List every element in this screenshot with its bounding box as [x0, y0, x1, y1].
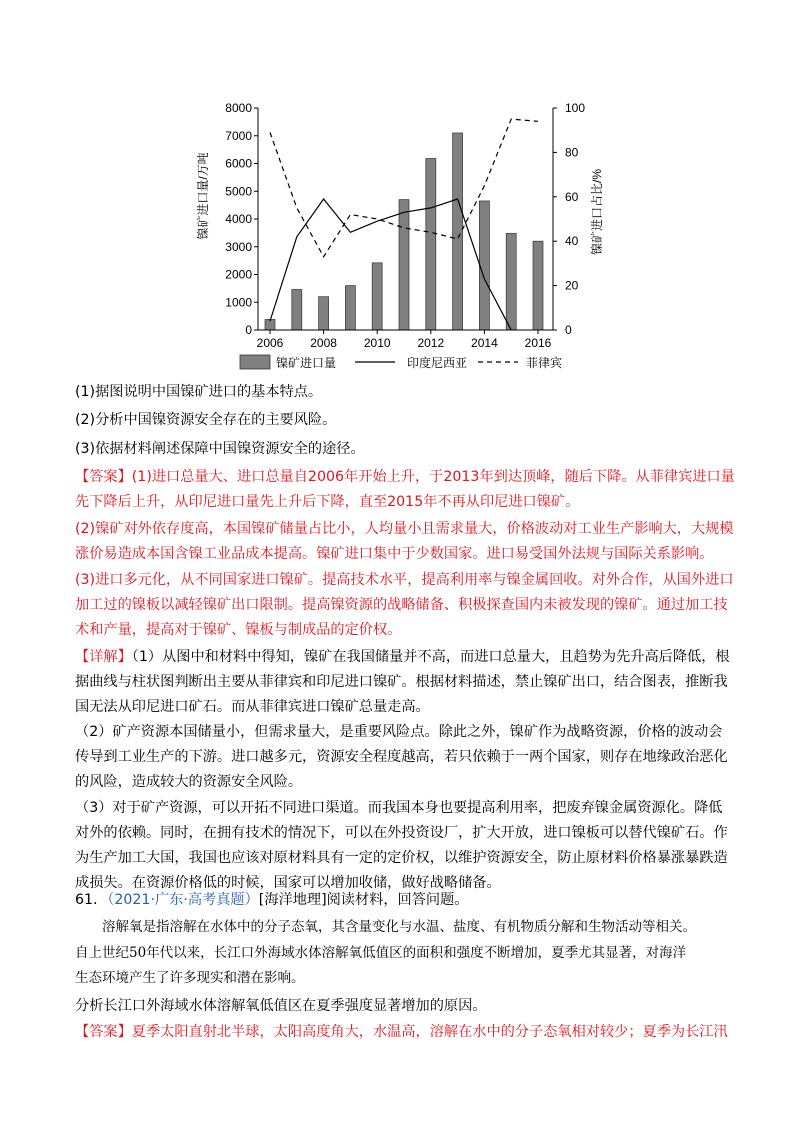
- legend: [240, 355, 562, 370]
- y-left-tick-label: 6000: [225, 156, 252, 171]
- legend-solid-label: 印度尼西亚: [407, 356, 468, 370]
- bar-2010: [372, 263, 382, 330]
- line-indonesia: [270, 199, 511, 330]
- x-tick-label: 2010: [363, 336, 391, 350]
- detail-3: （3）对于矿产资源，可以开拓不同进口渠道。而我国本身也要提高利用率，把废弃镍金属资源化。降低对外的依赖。同时，在拥有技术的情况下，可以在外投资设厂，扩大开放，进口镍板可以替代镍矿石。作为生产加工大国，我国也应该对原材料具有一定的定价权，以维护资源安全，防止原材料价格暴涨暴跌造成损失。在资源价格低的时候，国家可以增加收储，做好战略储备。: [75, 800, 728, 891]
- x-tick-label: 2006: [256, 336, 284, 350]
- y-axis-left-label: 镍矿进口量/万吨: [196, 152, 210, 240]
- bar-2012: [426, 159, 436, 330]
- bar-2015: [506, 233, 516, 330]
- bar-2013: [453, 133, 463, 330]
- material-line-3: 生态环境产生了许多现实和潜在影响。: [75, 970, 305, 986]
- bar-2008: [319, 297, 329, 330]
- bar-2007: [292, 289, 302, 330]
- bar-2011: [399, 200, 409, 330]
- question-1: (1)据图说明中国镍矿进口的基本特点。: [75, 384, 323, 400]
- y-right-tick-label: 20: [565, 278, 579, 293]
- x-tick-label: 2016: [524, 336, 552, 350]
- question-2: (2)分析中国镍资源安全存在的主要风险。: [75, 412, 337, 428]
- x-tick-label: 2014: [471, 336, 498, 350]
- answer-2: (2)镍矿对外依存度高，本国镍矿储量占比小，人均量小且需求量大，价格波动对工业生产影响大，大规模涨价易造成本国含镍工业品成本提高。镍矿进口集中于少数国家。进口易受国外法规与国际关系影响。: [75, 521, 734, 562]
- question-3: (3)依据材料阐述保障中国镍资源安全的途径。: [75, 441, 365, 457]
- detail-1: [75, 645, 735, 720]
- y-left-tick-label: 1000: [225, 295, 252, 310]
- y-left-tick-label: 7000: [225, 128, 252, 143]
- answer-61-tag: 【答案】: [75, 1024, 132, 1040]
- x-tick-label: 2012: [417, 336, 445, 350]
- y-left-tick-label: 2000: [225, 267, 252, 282]
- y-right-tick-label: 60: [565, 189, 579, 204]
- answer-61-text: 夏季太阳直射北半球，太阳高度角大，水温高，溶解在水中的分子态氧相对较少；夏季为长江汛: [131, 1024, 728, 1040]
- material-line-2: 自上世纪50年代以来，长江口外海域水体溶解氧低值区的面积和强度不断增加，夏季尤其显著，对海洋: [75, 945, 687, 961]
- detail-tag: 【详解】: [75, 649, 132, 665]
- bar-2016: [533, 241, 543, 330]
- legend-bar-label: 镍矿进口量: [276, 356, 337, 370]
- y-right-tick-label: 80: [565, 145, 579, 160]
- nickel-import-chart: [0, 0, 800, 380]
- y-left-tick-label: 3000: [225, 239, 252, 254]
- question-61-answer: [75, 1020, 735, 1045]
- answer-1: [75, 465, 735, 515]
- y-left-tick-label: 0: [245, 323, 252, 337]
- y-axis-right-label: 镍矿进口占比/%: [590, 168, 604, 256]
- y-right-tick-label: 0: [565, 323, 572, 337]
- question-source: （2021·广东·高考真题）: [107, 892, 259, 908]
- bar-2009: [345, 286, 355, 330]
- answer-tag: 【答案】: [75, 469, 132, 485]
- answer-1-text: (1)进口总量大、进口总量自2006年开始上升，于2013年到达顶峰，随后下降。从菲律宾进口量先下降后上升，从印尼进口量先上升后下降，直至2015年不再从印尼进口镍矿。: [75, 469, 735, 510]
- y-right-tick-label: 100: [565, 101, 586, 115]
- question-intro: [海洋地理]阅读材料，回答问题。: [258, 892, 469, 908]
- question-61-header: [75, 888, 735, 913]
- question-number: 61．: [75, 892, 108, 908]
- legend-dashed-label: 菲律宾: [526, 356, 563, 370]
- y-right-tick-label: 40: [565, 234, 579, 249]
- material-line-1: 溶解氧是指溶解在水体中的分子态氧，其含量变化与水温、盐度、有机物质分解和生物活动等相关。: [102, 919, 696, 935]
- legend-bar-swatch: [240, 355, 270, 369]
- x-tick-label: 2008: [310, 336, 337, 350]
- y-left-tick-label: 4000: [225, 212, 252, 226]
- bar-series: [265, 133, 543, 330]
- answer-3: (3)进口多元化，从不同国家进口镍矿。提高技术水平，提高利用率与镍金属回收。对外合作，从国外进口加工过的镍板以减轻镍矿出口限制。提高镍资源的战略储备、积极探查国内未被发现的镍矿。通过加工技术和产量，提高对于镍矿、镍板与制成品的定价权。: [75, 572, 734, 638]
- bar-2014: [479, 201, 489, 330]
- detail-1-text: （1）从图中和材料中得知，镍矿在我国储量并不高，而进口总量大，且趋势为先升高后降低，根据曲线与柱状图判断出主要从菲律宾和印尼进口镍矿。根据材料描述，禁止镍矿出口，结合图表，推断我国无法从印尼进口矿石。而从菲律宾进口镍矿总量走高。: [75, 649, 730, 715]
- y-left-tick-label: 8000: [225, 101, 252, 115]
- y-left-tick-label: 5000: [225, 184, 252, 199]
- detail-2: （2）矿产资源本国储量小，但需求量大，是重要风险点。除此之外，镍矿作为战略资源，价格的波动会传导到工业生产的下游。进口越多元，资源安全程度越高，若只依赖于一两个国家，则存在地缘政治恶化的风险，造成较大的资源安全风险。: [75, 724, 728, 790]
- question-61-text: 分析长江口外海域水体溶解氧低值区在夏季强度显著增加的原因。: [75, 998, 487, 1014]
